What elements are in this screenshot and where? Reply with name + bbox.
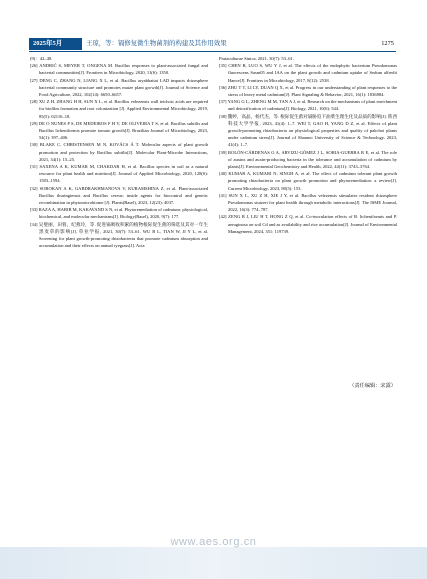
issue-date-tab: 2025年5月 bbox=[29, 38, 82, 50]
reference-entry: [26] ANDRIĆ S, MEYER T, ONGENA M. Bacillus responses to plant-associated fungal and bacterial communities[J]. Frontiers in Microbiology, 2020, 11(6): 1350. bbox=[30, 63, 208, 76]
reference-entry: [39] ROLÓN-CÁRDENAS G A, ARVIZU-GÓMEZ J L, SORIA-GUERRA R E, et al. The role of auxins and auxin-producing bacteria in the tolerance and accumulation of cadmium by plants[J]. Environmental Geochemistry and Health, 2022, 44(11): 3743–3764. bbox=[219, 149, 397, 170]
reference-entry: [33] RAZA A, HABIB M, KAKAVAND S N, et al. Phytoremediation of cadmium: physiological, biochemical, and molecular mechanisms[J]. Biology(Basel), 2020, 9(7): 177. bbox=[30, 207, 208, 220]
reference-entry: [34] 吴璧丽，田蓉，纪燕玲，等. 促进镉吸收积累的植物根际促生菌的筛选及其对一年生黑麦草的影响[J]. 草业学报, 2021, 30(7): 53–61. WU B L, TIAN W, JI Y L, et al. Screening for plant growth-promoting rhizobacteria that promote cadmium absorption and accumulation and their effects on annual ryegrass[J]. Acta bbox=[30, 221, 208, 249]
website-watermark[interactable]: www.aes.org.cn bbox=[170, 536, 257, 548]
reference-entry: [36] ZHU T T, LI LY, DUAN Q X, et al. Progress in our understanding of plant responses to the stress of heavy metal cadmium[J]. Plant Signaling & Behavior, 2021, 16(1): 1836884. bbox=[219, 84, 397, 98]
reference-entry: [32] SOROKAN A K, GABDRAKHMANOVA V, KURAMSHINA Z, et al. Plant-associated Bacillus thuringiensis and Bacillus cereus: inside agents for biocontrol and genetic recombination in phytomicrobiome [J]. Plants(Basel), 2023, 12(23): 4037. bbox=[30, 185, 208, 206]
reference-entry: [41] SUN X L, XU Z H, XIE J Y, et al. Bacillus velezensis stimulates resident rhizosphere Pseudomonas stutzeri for plant health through metabolic interactions[J]. The ISME Journal, 2022, 16(3): 774–787. bbox=[219, 192, 397, 213]
responsible-editor: （责任编辑：宋露） bbox=[349, 383, 396, 389]
reference-entry: [28] XU Z H, ZHANG H H, SUN X L, et al. Bacillus velezensis wall teichoic acids are required for biofilm formation and root colonization [J]. Applied Environmental Microbiology, 2019, 85(5): 02116–18. bbox=[30, 99, 208, 119]
reference-entry: [31] SAXENA A K, KUMAR M, CHAKDAR H, et al. Bacillus species in soil as a natural resource for plant health and nutrition[J]. Journal of Applied Microbiology, 2020, 128(6): 1583–1594. bbox=[30, 164, 208, 184]
reference-entry: [42] ZENG R J, LIU H T, HONG Z Q, et al. Co-inoculation effects of B. licheniformis and P. aeruginosa on soil Cd and as availability and rice accumulation[J]. Journal of Environmental Management, 2024, 351: 119739. bbox=[219, 214, 397, 234]
header-rule bbox=[29, 51, 396, 52]
reference-entry: [29] DE O NUNES P S, DE MEDEIROS F H V, DE OLIVEIRA T S, et al. Bacillus subtilis and Bacillus licheniformis promote tomato growth[J]. Brazilian Journal of Microbiology, 2023, 54(1): 397–406. bbox=[30, 120, 208, 141]
running-title: 王琼，等：镉修复微生物菌剂的构建及其作用效果 bbox=[86, 40, 227, 47]
reference-entry: [27] DENG C, ZHANG N, LIANG X L, et al. Bacillus aryabhattai LAD impacts rhizosphere bacterial community structure and promotes maize plant growth[J]. Journal of Science and Food Agriculture, 2022, 102(14): 6650–6657. bbox=[30, 77, 208, 98]
reference-entry: (9)：42–48. bbox=[30, 56, 53, 61]
reference-entry: [30] BLAKE C, CHRISTENSEN M N, KOVÁCS Á T. Molecular aspects of plant growth promotion and protection by Bacillus subtilis[J]. Molecular Plant-Microbe Interactions, 2021, 34(1): 15–25. bbox=[30, 142, 208, 162]
page-header bbox=[0, 38, 427, 50]
reference-entry: [35] CHEN B, LUO S, WU Y J, et al. The effects of the endophytic bacterium Pseudomonas fluorescens Sasm05 and IAA on the plant growth and cadmium uptake of Sedum alfredii Hance[J]. Frontiers in Microbiology, 2017, 8(12): 2538. bbox=[219, 63, 397, 83]
reference-entry: Prataculturae Sinica, 2021, 30(7): 53–61. bbox=[219, 56, 294, 61]
references-left-column bbox=[30, 55, 208, 249]
page-number: 1275 bbox=[381, 40, 394, 47]
references-right-column bbox=[219, 55, 397, 235]
reference-entry: [37] YANG G L, ZHENG M M, TAN A J, et al. Research on the mechanisms of plant enrichment and detoxification of cadmium[J]. Biology, 2021, 10(6): 544. bbox=[219, 99, 397, 112]
reference-entry: [38] 魏婷，高晶，杨代杰，等. 根际促生菌对镉胁迫下油菜生理生化及品质的影响[J]. 陕西科技大学学报, 2023, 41(4): 1–7. WEI T, GAO H, YANG D Z, et al. Effects of plant growth-promoting rhizobacteria on physiological properties and quality of pakchoi plants under cadmium stress[J]. Journal of Shaanxi University of Science & Technology, 2023, 41(4): 1–7. bbox=[219, 113, 397, 148]
reference-entry: [40] KUMAR A, KUMARI N, SINGH A, et al. The effect of cadmium tolerant plant growth promoting rhizobacteria on plant growth promotion and phytoremediation: a review[J]. Current Microbiology, 2023, 80(5): 153. bbox=[219, 171, 397, 191]
footer-bar bbox=[0, 547, 427, 579]
